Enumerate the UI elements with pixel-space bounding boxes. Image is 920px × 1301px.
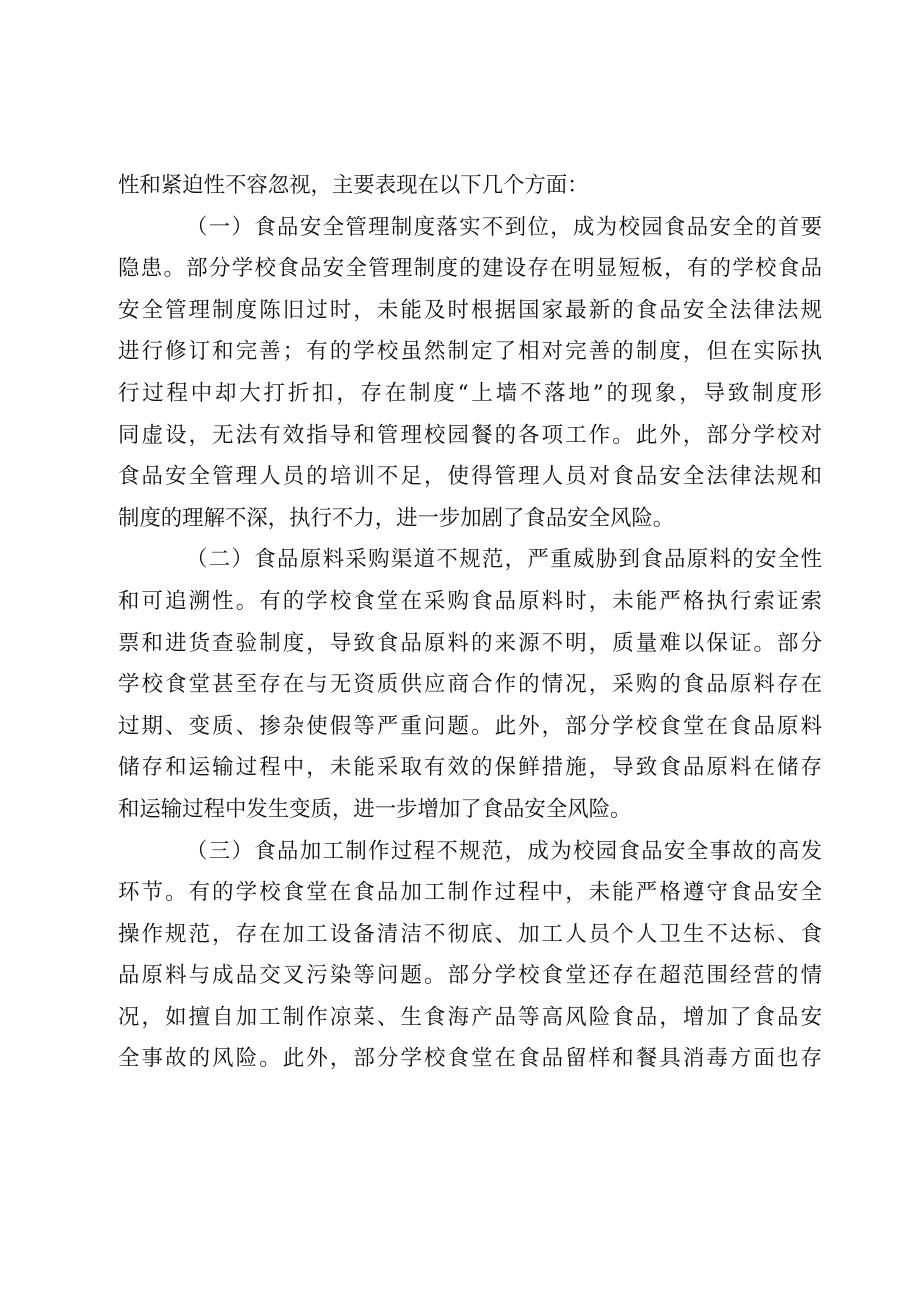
text-line: 票和进货查验制度，导致食品原料的来源不明，质量难以保证。部分 bbox=[118, 630, 822, 656]
section-heading-line: （三）食品加工制作过程不规范，成为校园食品安全事故的高发 bbox=[186, 838, 822, 864]
text-line: 况，如擅自加工制作凉菜、生食海产品等高风险食品，增加了食品安 bbox=[118, 1004, 822, 1030]
text-line: 制度的理解不深，执行不力，进一步加剧了食品安全风险。 bbox=[118, 505, 675, 531]
text-line: 安全管理制度陈旧过时，未能及时根据国家最新的食品安全法律法规 bbox=[118, 297, 822, 323]
text-line: 学校食堂甚至存在与无资质供应商合作的情况，采购的食品原料存在 bbox=[118, 672, 822, 698]
text-line: 和可追溯性。有的学校食堂在采购食品原料时，未能严格执行索证索 bbox=[118, 588, 822, 614]
section-heading-line: （一）食品安全管理制度落实不到位，成为校园食品安全的首要 bbox=[186, 214, 822, 240]
text-line: 过期、变质、掺杂使假等严重问题。此外，部分学校食堂在食品原料 bbox=[118, 713, 822, 739]
text-line: 性和紧迫性不容忽视，主要表现在以下几个方面： bbox=[118, 173, 589, 198]
text-line: 食品安全管理人员的培训不足，使得管理人员对食品安全法律法规和 bbox=[118, 464, 822, 490]
text-line: 同虚设，无法有效指导和管理校园餐的各项工作。此外，部分学校对 bbox=[118, 422, 822, 448]
text-line: 进行修订和完善；有的学校虽然制定了相对完善的制度，但在实际执 bbox=[118, 339, 822, 365]
document-body bbox=[118, 165, 822, 1080]
text-line: 行过程中却大打折扣，存在制度“上墙不落地”的现象，导致制度形 bbox=[118, 380, 822, 406]
section-heading-line: （二）食品原料采购渠道不规范，严重威胁到食品原料的安全性 bbox=[186, 547, 822, 573]
text-line: 隐患。部分学校食品安全管理制度的建设存在明显短板，有的学校食品 bbox=[118, 256, 822, 282]
text-line: 品原料与成品交叉污染等问题。部分学校食堂还存在超范围经营的情 bbox=[118, 963, 822, 989]
text-line: 储存和运输过程中，未能采取有效的保鲜措施，导致食品原料在储存 bbox=[118, 755, 822, 781]
text-line: 全事故的风险。此外，部分学校食堂在食品留样和餐具消毒方面也存 bbox=[118, 1046, 822, 1072]
text-line: 环节。有的学校食堂在食品加工制作过程中，未能严格遵守食品安全 bbox=[118, 880, 822, 906]
text-line: 和运输过程中发生变质，进一步增加了食品安全风险。 bbox=[118, 796, 632, 822]
text-line: 操作规范，存在加工设备清洁不彻底、加工人员个人卫生不达标、食 bbox=[118, 921, 822, 947]
